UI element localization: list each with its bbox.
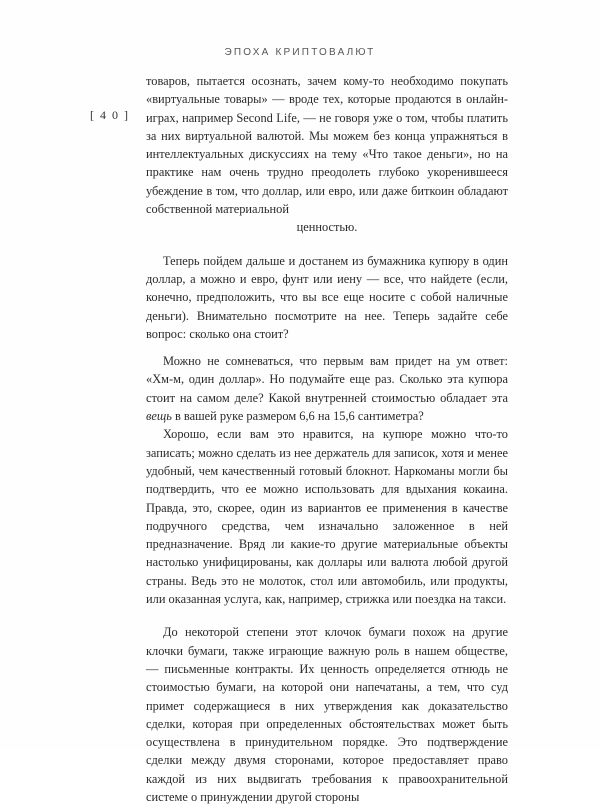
paragraph [146,352,508,425]
paragraph-continuation [146,72,508,237]
body-text [146,72,508,806]
paragraph-last-line: ценностью. [296,220,358,235]
paragraph-text: в вашей руке размером 6,6 на 15,6 сантиметра? [171,409,424,424]
paragraph: Теперь пойдем дальше и достанем из бумажника купюру в один доллар, а можно и евро, фунт или иену — все, что найдете (если, конечно, предположить, что вы все еще носите с собой наличные деньги). Внимательно посмотрите на нее. Теперь задайте себе вопрос: сколько она стоит? [146,253,508,341]
emphasis-text: вещь [146,409,172,424]
page-number: [ 4 0 ] [90,108,130,122]
paragraph: До некоторой степени этот клочок бумаги похож на другие клочки бумаги, также играющие важную роль в нашем обществе, — письменные контракты. Их ценность определяется отнюдь не стоимостью бумаги, на которой они напечатаны, а тем, что суд примет содержащиеся в них утверждения как доказательство сделки, которая при определенных обстоятельствах может быть осуществлена в принудительном порядке. Это подтверждение сделки между двумя сторонами, которое предоставляет право каждой из них выдвигать требования к правоохранительной системе о принуждении другой стороны [146,625,508,804]
paragraph: Хорошо, если вам это нравится, на купюре можно что-то записать; можно сделать из нее держатель для записок, хотя и менее удобный, чем качественный готовый блокнот. Наркоманы могли бы подтвердить, что ее можно использовать для вдыхания кокаина. Правда, это, скорее, один из вариантов ее применения в качестве подручного средства, чем изначально заложенное в ней предназначение. Вряд ли какие-то другие материальные объекты настолько унифицированы, как доллары или валюта любой другой страны. Ведь это не молоток, стол или автомобиль, или продукты, или оказанная услуга, как, например, стрижка или поездка на такси. [146,427,508,607]
running-head: ЭПОХА КРИПТОВАЛЮТ [224,47,376,58]
paragraph-text: товаров, пытается осознать, зачем кому-то необходимо покупать «виртуальные товары» — вроде тех, которые продаются в онлайн-играх, например Second Life, — не говоря уже о том, чтобы платить за них виртуальной валютой. Мы можем без конца упражняться в интеллектуальных дискуссиях на тему «Что такое деньги», но на практике нам очень трудно преодолеть глубоко укоренившееся убеждение в том, что доллар, или евро, или даже биткоин обладают собственной материальной [146,74,508,217]
paragraph-text: Можно не сомневаться, что первым вам придет на ум ответ: «Хм-м, один доллар». Но подумайте еще раз. Сколько эта купюра стоит на самом деле? Какой внутренней стоимостью обладает эта [146,354,508,405]
